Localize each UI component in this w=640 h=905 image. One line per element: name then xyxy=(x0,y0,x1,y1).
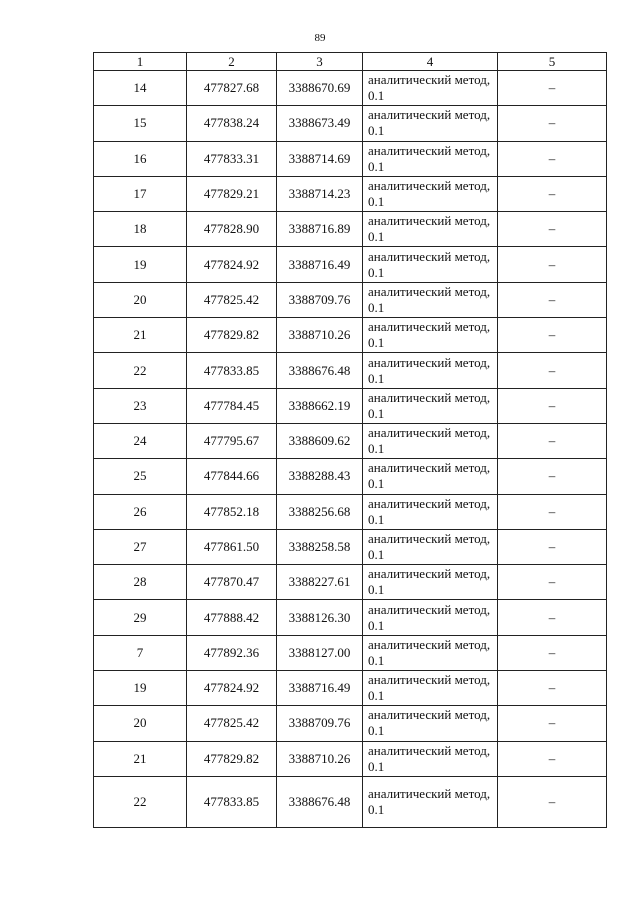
x-coordinate-cell: 477833.85 xyxy=(187,353,277,388)
y-coordinate-cell: 3388714.23 xyxy=(277,176,363,211)
table-row xyxy=(94,671,607,706)
point-number-cell: 17 xyxy=(94,176,187,211)
note-cell: – xyxy=(498,106,607,141)
x-coordinate-cell: 477829.82 xyxy=(187,318,277,353)
method-cell: аналитический метод, 0.1 xyxy=(363,776,498,827)
point-number-cell: 15 xyxy=(94,106,187,141)
x-coordinate-cell: 477827.68 xyxy=(187,71,277,106)
table-row xyxy=(94,106,607,141)
y-coordinate-cell: 3388714.69 xyxy=(277,141,363,176)
y-coordinate-cell: 3388676.48 xyxy=(277,776,363,827)
y-coordinate-cell: 3388609.62 xyxy=(277,423,363,458)
note-cell: – xyxy=(498,212,607,247)
method-cell: аналитический метод, 0.1 xyxy=(363,494,498,529)
x-coordinate-cell: 477833.85 xyxy=(187,776,277,827)
note-cell: – xyxy=(498,247,607,282)
table-row xyxy=(94,600,607,635)
header-cell: 5 xyxy=(498,53,607,71)
method-cell: аналитический метод, 0.1 xyxy=(363,212,498,247)
y-coordinate-cell: 3388709.76 xyxy=(277,706,363,741)
x-coordinate-cell: 477844.66 xyxy=(187,459,277,494)
table-header-row xyxy=(94,53,607,71)
x-coordinate-cell: 477828.90 xyxy=(187,212,277,247)
method-cell: аналитический метод, 0.1 xyxy=(363,741,498,776)
y-coordinate-cell: 3388710.26 xyxy=(277,741,363,776)
method-cell: аналитический метод, 0.1 xyxy=(363,600,498,635)
method-cell: аналитический метод, 0.1 xyxy=(363,459,498,494)
table-body xyxy=(94,71,607,828)
table-row xyxy=(94,776,607,827)
note-cell: – xyxy=(498,423,607,458)
point-number-cell: 28 xyxy=(94,565,187,600)
point-number-cell: 20 xyxy=(94,282,187,317)
table-row xyxy=(94,141,607,176)
table-row xyxy=(94,71,607,106)
y-coordinate-cell: 3388716.49 xyxy=(277,671,363,706)
table-row xyxy=(94,388,607,423)
table-row xyxy=(94,459,607,494)
note-cell: – xyxy=(498,741,607,776)
point-number-cell: 22 xyxy=(94,776,187,827)
point-number-cell: 19 xyxy=(94,671,187,706)
note-cell: – xyxy=(498,565,607,600)
note-cell: – xyxy=(498,282,607,317)
header-cell: 1 xyxy=(94,53,187,71)
x-coordinate-cell: 477795.67 xyxy=(187,423,277,458)
point-number-cell: 7 xyxy=(94,635,187,670)
table-row xyxy=(94,353,607,388)
note-cell: – xyxy=(498,529,607,564)
method-cell: аналитический метод, 0.1 xyxy=(363,71,498,106)
header-cell: 2 xyxy=(187,53,277,71)
note-cell: – xyxy=(498,494,607,529)
table-row xyxy=(94,176,607,211)
table-row xyxy=(94,741,607,776)
table-row xyxy=(94,529,607,564)
method-cell: аналитический метод, 0.1 xyxy=(363,706,498,741)
y-coordinate-cell: 3388258.58 xyxy=(277,529,363,564)
y-coordinate-cell: 3388716.49 xyxy=(277,247,363,282)
point-number-cell: 29 xyxy=(94,600,187,635)
point-number-cell: 22 xyxy=(94,353,187,388)
method-cell: аналитический метод, 0.1 xyxy=(363,529,498,564)
note-cell: – xyxy=(498,176,607,211)
point-number-cell: 26 xyxy=(94,494,187,529)
x-coordinate-cell: 477824.92 xyxy=(187,247,277,282)
method-cell: аналитический метод, 0.1 xyxy=(363,423,498,458)
point-number-cell: 21 xyxy=(94,318,187,353)
table-row xyxy=(94,706,607,741)
table-row xyxy=(94,212,607,247)
x-coordinate-cell: 477888.42 xyxy=(187,600,277,635)
table-row xyxy=(94,423,607,458)
x-coordinate-cell: 477870.47 xyxy=(187,565,277,600)
y-coordinate-cell: 3388126.30 xyxy=(277,600,363,635)
point-number-cell: 23 xyxy=(94,388,187,423)
y-coordinate-cell: 3388709.76 xyxy=(277,282,363,317)
method-cell: аналитический метод, 0.1 xyxy=(363,671,498,706)
point-number-cell: 18 xyxy=(94,212,187,247)
note-cell: – xyxy=(498,600,607,635)
point-number-cell: 24 xyxy=(94,423,187,458)
table-row xyxy=(94,318,607,353)
method-cell: аналитический метод, 0.1 xyxy=(363,353,498,388)
y-coordinate-cell: 3388670.69 xyxy=(277,71,363,106)
method-cell: аналитический метод, 0.1 xyxy=(363,635,498,670)
x-coordinate-cell: 477852.18 xyxy=(187,494,277,529)
note-cell: – xyxy=(498,776,607,827)
x-coordinate-cell: 477892.36 xyxy=(187,635,277,670)
method-cell: аналитический метод, 0.1 xyxy=(363,388,498,423)
table-row xyxy=(94,247,607,282)
method-cell: аналитический метод, 0.1 xyxy=(363,282,498,317)
y-coordinate-cell: 3388662.19 xyxy=(277,388,363,423)
table-row xyxy=(94,282,607,317)
y-coordinate-cell: 3388256.68 xyxy=(277,494,363,529)
note-cell: – xyxy=(498,318,607,353)
x-coordinate-cell: 477838.24 xyxy=(187,106,277,141)
y-coordinate-cell: 3388227.61 xyxy=(277,565,363,600)
table-row xyxy=(94,635,607,670)
note-cell: – xyxy=(498,706,607,741)
point-number-cell: 25 xyxy=(94,459,187,494)
y-coordinate-cell: 3388673.49 xyxy=(277,106,363,141)
point-number-cell: 21 xyxy=(94,741,187,776)
note-cell: – xyxy=(498,71,607,106)
note-cell: – xyxy=(498,388,607,423)
x-coordinate-cell: 477829.21 xyxy=(187,176,277,211)
y-coordinate-cell: 3388288.43 xyxy=(277,459,363,494)
note-cell: – xyxy=(498,635,607,670)
note-cell: – xyxy=(498,459,607,494)
y-coordinate-cell: 3388716.89 xyxy=(277,212,363,247)
method-cell: аналитический метод, 0.1 xyxy=(363,106,498,141)
note-cell: – xyxy=(498,353,607,388)
header-cell: 3 xyxy=(277,53,363,71)
x-coordinate-cell: 477829.82 xyxy=(187,741,277,776)
x-coordinate-cell: 477824.92 xyxy=(187,671,277,706)
y-coordinate-cell: 3388127.00 xyxy=(277,635,363,670)
note-cell: – xyxy=(498,671,607,706)
point-number-cell: 16 xyxy=(94,141,187,176)
y-coordinate-cell: 3388676.48 xyxy=(277,353,363,388)
x-coordinate-cell: 477825.42 xyxy=(187,282,277,317)
method-cell: аналитический метод, 0.1 xyxy=(363,176,498,211)
method-cell: аналитический метод, 0.1 xyxy=(363,247,498,282)
method-cell: аналитический метод, 0.1 xyxy=(363,318,498,353)
note-cell: – xyxy=(498,141,607,176)
table-row xyxy=(94,494,607,529)
x-coordinate-cell: 477825.42 xyxy=(187,706,277,741)
point-number-cell: 19 xyxy=(94,247,187,282)
table-row xyxy=(94,565,607,600)
method-cell: аналитический метод, 0.1 xyxy=(363,141,498,176)
coordinates-table xyxy=(93,52,607,828)
method-cell: аналитический метод, 0.1 xyxy=(363,565,498,600)
y-coordinate-cell: 3388710.26 xyxy=(277,318,363,353)
header-cell: 4 xyxy=(363,53,498,71)
page-number: 89 xyxy=(314,32,326,44)
x-coordinate-cell: 477833.31 xyxy=(187,141,277,176)
x-coordinate-cell: 477861.50 xyxy=(187,529,277,564)
x-coordinate-cell: 477784.45 xyxy=(187,388,277,423)
point-number-cell: 14 xyxy=(94,71,187,106)
point-number-cell: 27 xyxy=(94,529,187,564)
point-number-cell: 20 xyxy=(94,706,187,741)
